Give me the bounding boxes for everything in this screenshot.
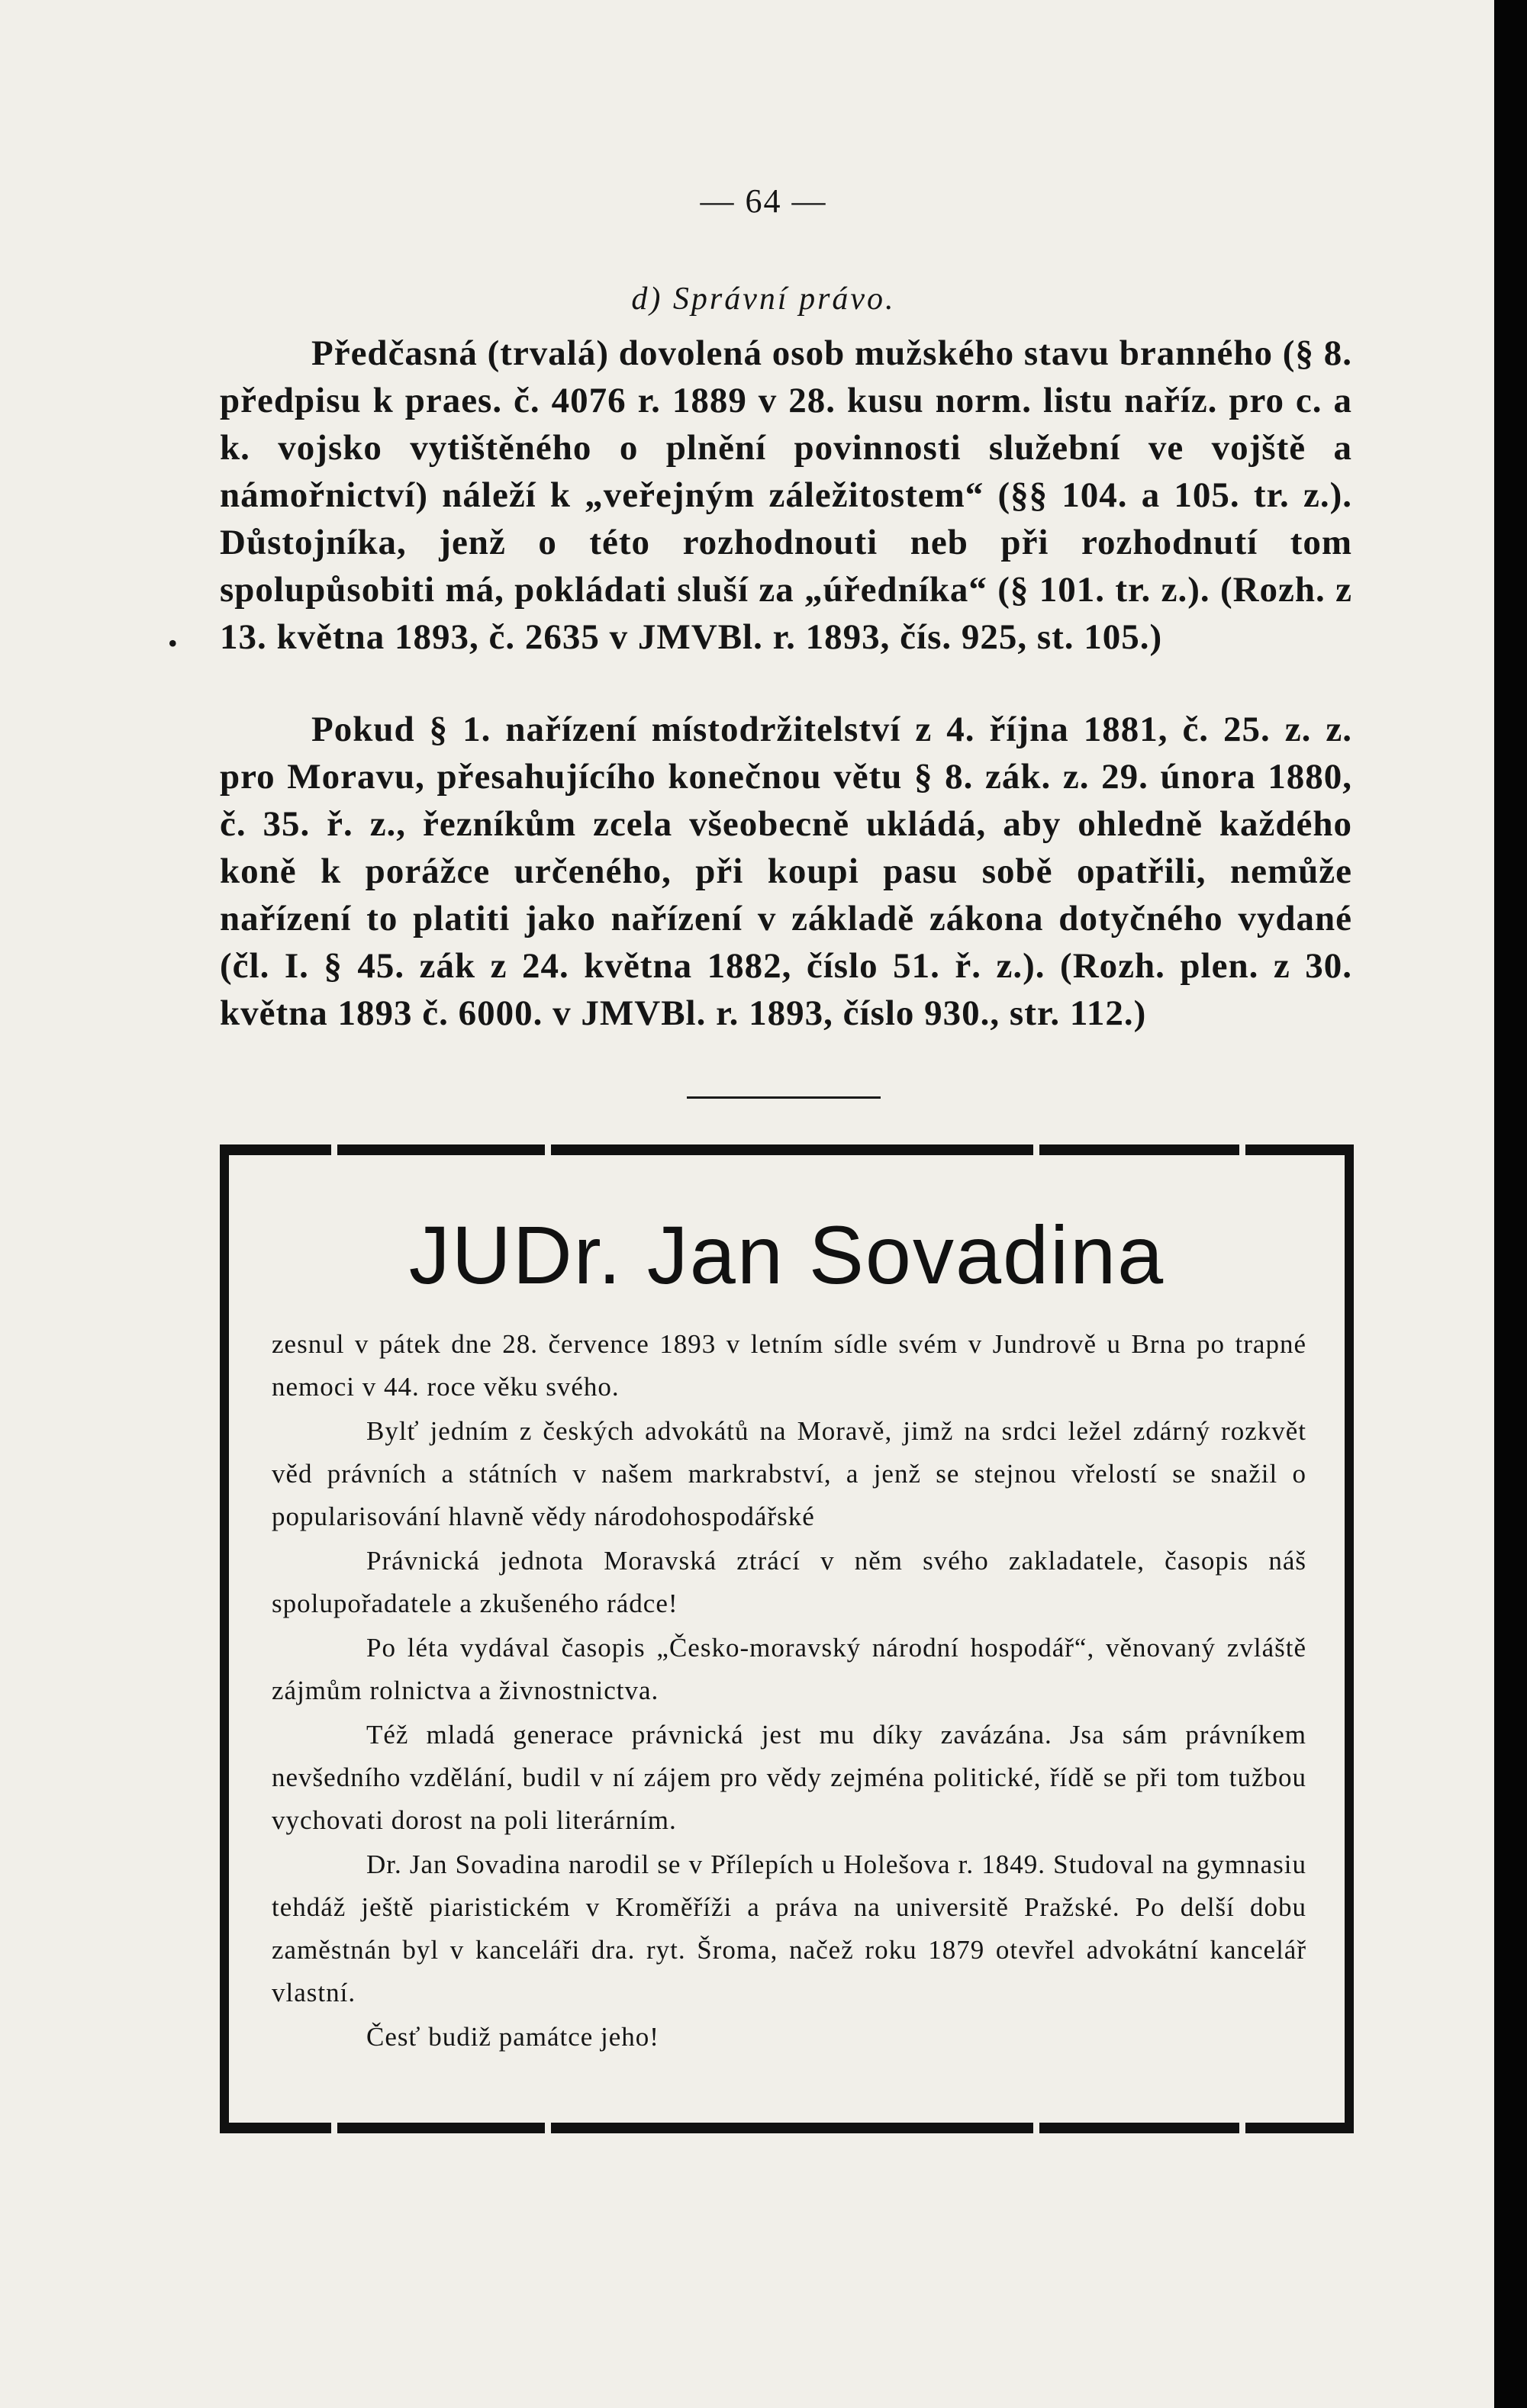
obituary-paragraph: Po léta vydával časopis „Česko-moravský národní hospodář“, věnovaný zvláště zájmům rolnictva a živnostnictva.	[272, 1633, 1306, 1705]
frame-gap	[1239, 1144, 1245, 1155]
paragraph-1	[220, 330, 1352, 661]
frame-gap	[545, 1144, 551, 1155]
frame-gap	[1239, 2123, 1245, 2133]
obituary-text	[272, 1323, 1306, 2060]
obituary-paragraph: Též mladá generace právnická jest mu díky zavázána. Jsa sám právníkem nevšedního vzdělání, budil v ní zájem pro vědy zejména politické, řídě se při tom tužbou vychovati dorost na poli literárním.	[272, 1720, 1306, 1835]
paragraph-1-text: Předčasná (trvalá) dovolená osob mužského stavu branného (§ 8. předpisu k praes. č. 4076 r. 1889 v 28. kusu norm. listu naříz. pro c. a k. vojsko vytištěného o plnění povinnosti služební ve vojště a námořnictví) náleží k „veřejným záležitostem“ (§§ 104. a 105. tr. z.). Důstojníka, jenž o této rozhodnouti neb při rozhodnutí tom spolupůsobiti má, pokládati sluší za „úředníka“ (§ 101. tr. z.). (Rozh. z 13. května 1893, č. 2635 v JMVBl. r. 1893, čís. 925, st. 105.)	[220, 333, 1352, 657]
frame-gap	[1033, 1144, 1039, 1155]
frame-gap	[331, 1144, 337, 1155]
frame-gap	[545, 2123, 551, 2133]
page-number: — 64 —	[700, 182, 827, 220]
frame-gap	[331, 2123, 337, 2133]
scan-edge	[1494, 0, 1527, 2408]
frame-border-top	[220, 1144, 1354, 1155]
section-heading: d) Správní právo.	[631, 282, 896, 317]
frame-gap	[1033, 2123, 1039, 2133]
obituary-paragraph: zesnul v pátek dne 28. července 1893 v letním sídle svém v Jundrově u Brna po trapné nemoci v 44. roce věku svého.	[272, 1329, 1306, 1402]
obituary-name: JUDr. Jan Sovadina	[408, 1209, 1165, 1301]
obituary-paragraph: Dr. Jan Sovadina narodil se v Přílepích u Holešova r. 1849. Studoval na gymnasiu tehdáž ještě piaristickém v Kroměříži a práva na universitě Pražské. Po delší dobu zaměstnán byl v kanceláři dra. ryt. Šroma, načež roku 1879 otevřel advokátní kancelář vlastní.	[272, 1849, 1306, 2007]
obituary-paragraph: Česť budiž památce jeho!	[366, 2022, 659, 2052]
section-separator	[687, 1096, 881, 1099]
paragraph-2	[220, 706, 1352, 1037]
frame-border-bottom	[220, 2123, 1354, 2133]
margin-mark: •	[168, 628, 178, 658]
paragraph-2-text: Pokud § 1. nařízení místodržitelství z 4. října 1881, č. 25. z. z. pro Moravu, přesahujícího konečnou větu § 8. zák. z. 29. února 1880, č. 35. ř. z., řezníkům zcela všeobecně ukládá, aby ohledně každého koně k porážce určeného, při koupi pasu sobě opatřili, nemůže nařízení to platiti jako nařízení v základě zákona dotyčného vydané (čl. I. § 45. zák z 24. května 1882, číslo 51. ř. z.). (Rozh. plen. z 30. května 1893 č. 6000. v JMVBl. r. 1893, číslo 930., str. 112.)	[220, 710, 1352, 1033]
obituary-paragraph: Právnická jednota Moravská ztrácí v něm svého zakladatele, časopis náš spolupořadatele a zkušeného rádce!	[272, 1546, 1306, 1618]
obituary-frame	[220, 1144, 1354, 2133]
obituary-paragraph: Bylť jedním z českých advokátů na Moravě, jimž na srdci ležel zdárný rozkvět věd právních a státních v našem markrabství, a jenž se stejnou vřelostí se snažil o popularisování hlavně vědy národohospodářské	[272, 1416, 1306, 1531]
